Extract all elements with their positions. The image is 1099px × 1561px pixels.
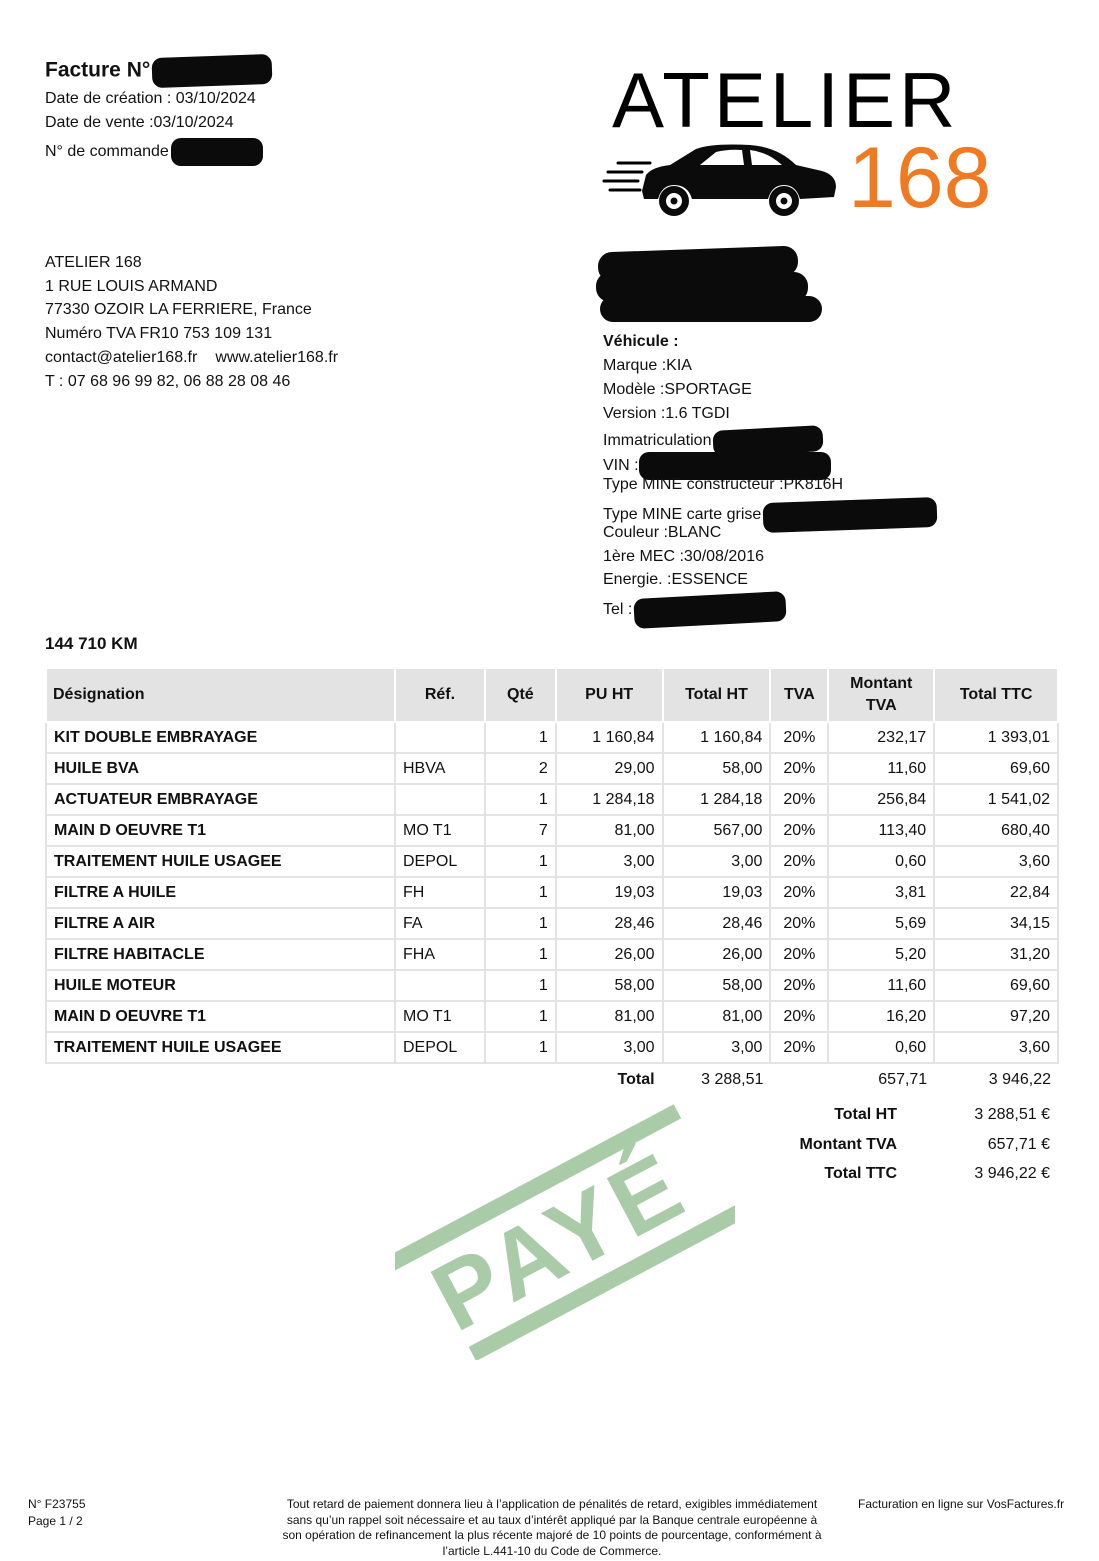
col-ref: Réf. xyxy=(395,668,485,722)
table-row xyxy=(46,1001,1058,1032)
vehicle-mine-card-label: Type MINE carte grise xyxy=(603,506,762,524)
cell-qty: 1 xyxy=(485,846,556,877)
footer-invoice-number: N° F23755 xyxy=(28,1497,86,1511)
col-montant-tva xyxy=(828,668,934,722)
cell-ref xyxy=(395,722,485,753)
summary-total-ht: 3 288,51 € xyxy=(974,1106,1050,1123)
cell-montant-tva: 113,40 xyxy=(828,815,934,846)
redacted-mine-card xyxy=(763,497,938,533)
vehicle-brand: Marque :KIA xyxy=(603,357,692,374)
invoice-title xyxy=(45,56,272,86)
col-total-ttc: Total TTC xyxy=(934,668,1058,722)
summary-total-ht-label: Total HT xyxy=(834,1106,897,1123)
logo-number: 168 xyxy=(848,130,992,226)
cell-montant-tva: 256,84 xyxy=(828,784,934,815)
vehicle-vin-label: VIN : xyxy=(603,457,639,475)
cell-total-ttc: 1 541,02 xyxy=(934,784,1058,815)
cell-total-ttc: 680,40 xyxy=(934,815,1058,846)
company-phones: T : 07 68 96 99 82, 06 88 28 08 46 xyxy=(45,373,291,390)
sale-date: Date de vente :03/10/2024 xyxy=(45,114,234,131)
cell-ref xyxy=(395,784,485,815)
cell-pu-ht: 29,00 xyxy=(556,753,663,784)
vehicle-tel-label: Tel : xyxy=(603,601,633,619)
total-tva-value: 657,71 xyxy=(878,1071,928,1088)
company-website[interactable]: www.atelier168.fr xyxy=(215,349,339,366)
company-city: 77330 OZOIR LA FERRIERE, France xyxy=(45,301,312,318)
order-number-label: N° de commande xyxy=(45,143,169,161)
cell-ref: HBVA xyxy=(395,753,485,784)
vehicle-registration-label: Immatriculation xyxy=(603,432,712,450)
redacted-client-city xyxy=(600,296,822,322)
summary-tva: 657,71 € xyxy=(987,1136,1050,1153)
order-number xyxy=(45,138,263,166)
cell-tva: 20% xyxy=(770,970,828,1001)
cell-pu-ht: 28,46 xyxy=(556,908,663,939)
company-vat: Numéro TVA FR10 753 109 131 xyxy=(45,325,273,342)
cell-total-ht: 3,00 xyxy=(663,1032,771,1063)
total-ttc-value: 3 946,22 xyxy=(988,1071,1051,1088)
cell-pu-ht: 58,00 xyxy=(556,970,663,1001)
cell-tva: 20% xyxy=(770,722,828,753)
table-header-row xyxy=(46,668,1058,722)
cell-qty: 1 xyxy=(485,908,556,939)
cell-tva: 20% xyxy=(770,815,828,846)
cell-tva: 20% xyxy=(770,1032,828,1063)
cell-qty: 1 xyxy=(485,784,556,815)
company-name: ATELIER 168 xyxy=(45,254,142,271)
cell-tva: 20% xyxy=(770,1001,828,1032)
paid-stamp xyxy=(395,1100,735,1360)
cell-designation: HUILE MOTEUR xyxy=(46,970,395,1001)
total-ht-value: 3 288,51 xyxy=(701,1071,764,1088)
cell-pu-ht: 1 160,84 xyxy=(556,722,663,753)
cell-designation: HUILE BVA xyxy=(46,753,395,784)
cell-designation: TRAITEMENT HUILE USAGEE xyxy=(46,1032,395,1063)
cell-total-ht: 567,00 xyxy=(663,815,771,846)
summary-total-ttc: 3 946,22 € xyxy=(974,1165,1050,1182)
cell-pu-ht: 3,00 xyxy=(556,1032,663,1063)
table-total-row xyxy=(46,1063,1058,1096)
table-body xyxy=(46,722,1058,1063)
cell-total-ttc: 3,60 xyxy=(934,1032,1058,1063)
cell-tva: 20% xyxy=(770,939,828,970)
cell-tva: 20% xyxy=(770,908,828,939)
cell-qty: 1 xyxy=(485,970,556,1001)
company-logo xyxy=(600,55,1060,225)
cell-montant-tva: 232,17 xyxy=(828,722,934,753)
col-tva: TVA xyxy=(770,668,828,722)
table-row xyxy=(46,784,1058,815)
redacted-invoice-number xyxy=(152,54,273,88)
cell-ref: DEPOL xyxy=(395,1032,485,1063)
cell-ref xyxy=(395,970,485,1001)
cell-montant-tva: 3,81 xyxy=(828,877,934,908)
col-pu-ht: PU HT xyxy=(556,668,663,722)
col-qty: Qté xyxy=(485,668,556,722)
vehicle-first-registration: 1ère MEC :30/08/2016 xyxy=(603,548,764,565)
invoice-items-table xyxy=(45,667,1059,1096)
cell-designation: MAIN D OEUVRE T1 xyxy=(46,815,395,846)
cell-pu-ht: 1 284,18 xyxy=(556,784,663,815)
col-montant-tva-line2: TVA xyxy=(865,697,897,714)
vehicle-energy: Energie. :ESSENCE xyxy=(603,571,748,588)
vehicle-title: Véhicule : xyxy=(603,333,679,350)
mileage: 144 710 KM xyxy=(45,634,138,653)
cell-total-ht: 28,46 xyxy=(663,908,771,939)
cell-tva: 20% xyxy=(770,784,828,815)
table-row xyxy=(46,877,1058,908)
cell-montant-tva: 16,20 xyxy=(828,1001,934,1032)
col-montant-tva-line1: Montant xyxy=(850,675,913,692)
logo-text: ATELIER xyxy=(612,56,960,144)
table-row xyxy=(46,1032,1058,1063)
redacted-tel xyxy=(634,591,787,629)
cell-total-ttc: 3,60 xyxy=(934,846,1058,877)
table-row xyxy=(46,753,1058,784)
cell-ref: FA xyxy=(395,908,485,939)
cell-designation: FILTRE A HUILE xyxy=(46,877,395,908)
company-email[interactable]: contact@atelier168.fr xyxy=(45,349,198,366)
cell-montant-tva: 11,60 xyxy=(828,753,934,784)
cell-total-ht: 3,00 xyxy=(663,846,771,877)
cell-montant-tva: 11,60 xyxy=(828,970,934,1001)
cell-total-ht: 19,03 xyxy=(663,877,771,908)
cell-pu-ht: 81,00 xyxy=(556,815,663,846)
cell-qty: 2 xyxy=(485,753,556,784)
car-icon xyxy=(600,139,840,219)
col-total-ht: Total HT xyxy=(663,668,771,722)
footer-legal-text: Tout retard de paiement donnera lieu à l’application de pénalités de retard, exigibles immédiatement sans qu’un rappel soit nécessaire et au taux d’intérêt appliqué par la Banque centrale européenne à son opération de refinancement la plus récente majoré de 10 points de pourcentage, conformément à l’article L.441-10 du Code de Commerce. xyxy=(282,1497,822,1558)
table-row xyxy=(46,970,1058,1001)
footer-page: Page 1 / 2 xyxy=(28,1514,83,1528)
cell-total-ht: 58,00 xyxy=(663,753,771,784)
summary-total-ttc-label: Total TTC xyxy=(824,1165,897,1182)
cell-total-ttc: 1 393,01 xyxy=(934,722,1058,753)
vehicle-registration xyxy=(603,428,823,454)
cell-ref: MO T1 xyxy=(395,1001,485,1032)
cell-montant-tva: 0,60 xyxy=(828,1032,934,1063)
stamp-text: PAYÉ xyxy=(415,1130,704,1352)
cell-ref: FH xyxy=(395,877,485,908)
invoice-title-text: Facture N° xyxy=(45,58,151,82)
table-row xyxy=(46,939,1058,970)
cell-total-ht: 81,00 xyxy=(663,1001,771,1032)
cell-total-ttc: 69,60 xyxy=(934,753,1058,784)
cell-pu-ht: 81,00 xyxy=(556,1001,663,1032)
summary-tva-label: Montant TVA xyxy=(799,1136,897,1153)
cell-ref: DEPOL xyxy=(395,846,485,877)
footer-online-link[interactable]: Facturation en ligne sur VosFactures.fr xyxy=(858,1497,1065,1511)
cell-designation: FILTRE HABITACLE xyxy=(46,939,395,970)
cell-montant-tva: 5,20 xyxy=(828,939,934,970)
cell-designation: FILTRE A AIR xyxy=(46,908,395,939)
cell-qty: 7 xyxy=(485,815,556,846)
cell-pu-ht: 26,00 xyxy=(556,939,663,970)
creation-date: Date de création : 03/10/2024 xyxy=(45,90,256,107)
cell-total-ht: 58,00 xyxy=(663,970,771,1001)
table-row xyxy=(46,722,1058,753)
table-row xyxy=(46,846,1058,877)
company-street: 1 RUE LOUIS ARMAND xyxy=(45,278,218,295)
cell-total-ttc: 69,60 xyxy=(934,970,1058,1001)
cell-total-ttc: 22,84 xyxy=(934,877,1058,908)
cell-total-ttc: 97,20 xyxy=(934,1001,1058,1032)
cell-qty: 1 xyxy=(485,1032,556,1063)
table-row xyxy=(46,815,1058,846)
cell-total-ht: 26,00 xyxy=(663,939,771,970)
cell-total-ht: 1 284,18 xyxy=(663,784,771,815)
cell-qty: 1 xyxy=(485,939,556,970)
cell-montant-tva: 0,60 xyxy=(828,846,934,877)
cell-tva: 20% xyxy=(770,846,828,877)
table-row xyxy=(46,908,1058,939)
cell-tva: 20% xyxy=(770,753,828,784)
vehicle-color: Couleur :BLANC xyxy=(603,524,722,541)
cell-ref: FHA xyxy=(395,939,485,970)
cell-tva: 20% xyxy=(770,877,828,908)
redacted-order-number xyxy=(171,138,263,166)
company-contact xyxy=(45,349,338,367)
cell-qty: 1 xyxy=(485,877,556,908)
cell-ref: MO T1 xyxy=(395,815,485,846)
vehicle-version: Version :1.6 TGDI xyxy=(603,405,730,422)
vehicle-tel xyxy=(603,595,786,625)
total-label: Total xyxy=(617,1071,655,1088)
col-designation: Désignation xyxy=(46,668,395,722)
cell-designation: MAIN D OEUVRE T1 xyxy=(46,1001,395,1032)
cell-total-ht: 1 160,84 xyxy=(663,722,771,753)
cell-pu-ht: 3,00 xyxy=(556,846,663,877)
cell-total-ttc: 31,20 xyxy=(934,939,1058,970)
vehicle-mine-constructor: Type MINE constructeur :PK816H xyxy=(603,476,844,493)
cell-total-ttc: 34,15 xyxy=(934,908,1058,939)
cell-montant-tva: 5,69 xyxy=(828,908,934,939)
cell-designation: ACTUATEUR EMBRAYAGE xyxy=(46,784,395,815)
cell-designation: KIT DOUBLE EMBRAYAGE xyxy=(46,722,395,753)
cell-designation: TRAITEMENT HUILE USAGEE xyxy=(46,846,395,877)
vehicle-model: Modèle :SPORTAGE xyxy=(603,381,752,398)
cell-qty: 1 xyxy=(485,1001,556,1032)
cell-qty: 1 xyxy=(485,722,556,753)
cell-pu-ht: 19,03 xyxy=(556,877,663,908)
